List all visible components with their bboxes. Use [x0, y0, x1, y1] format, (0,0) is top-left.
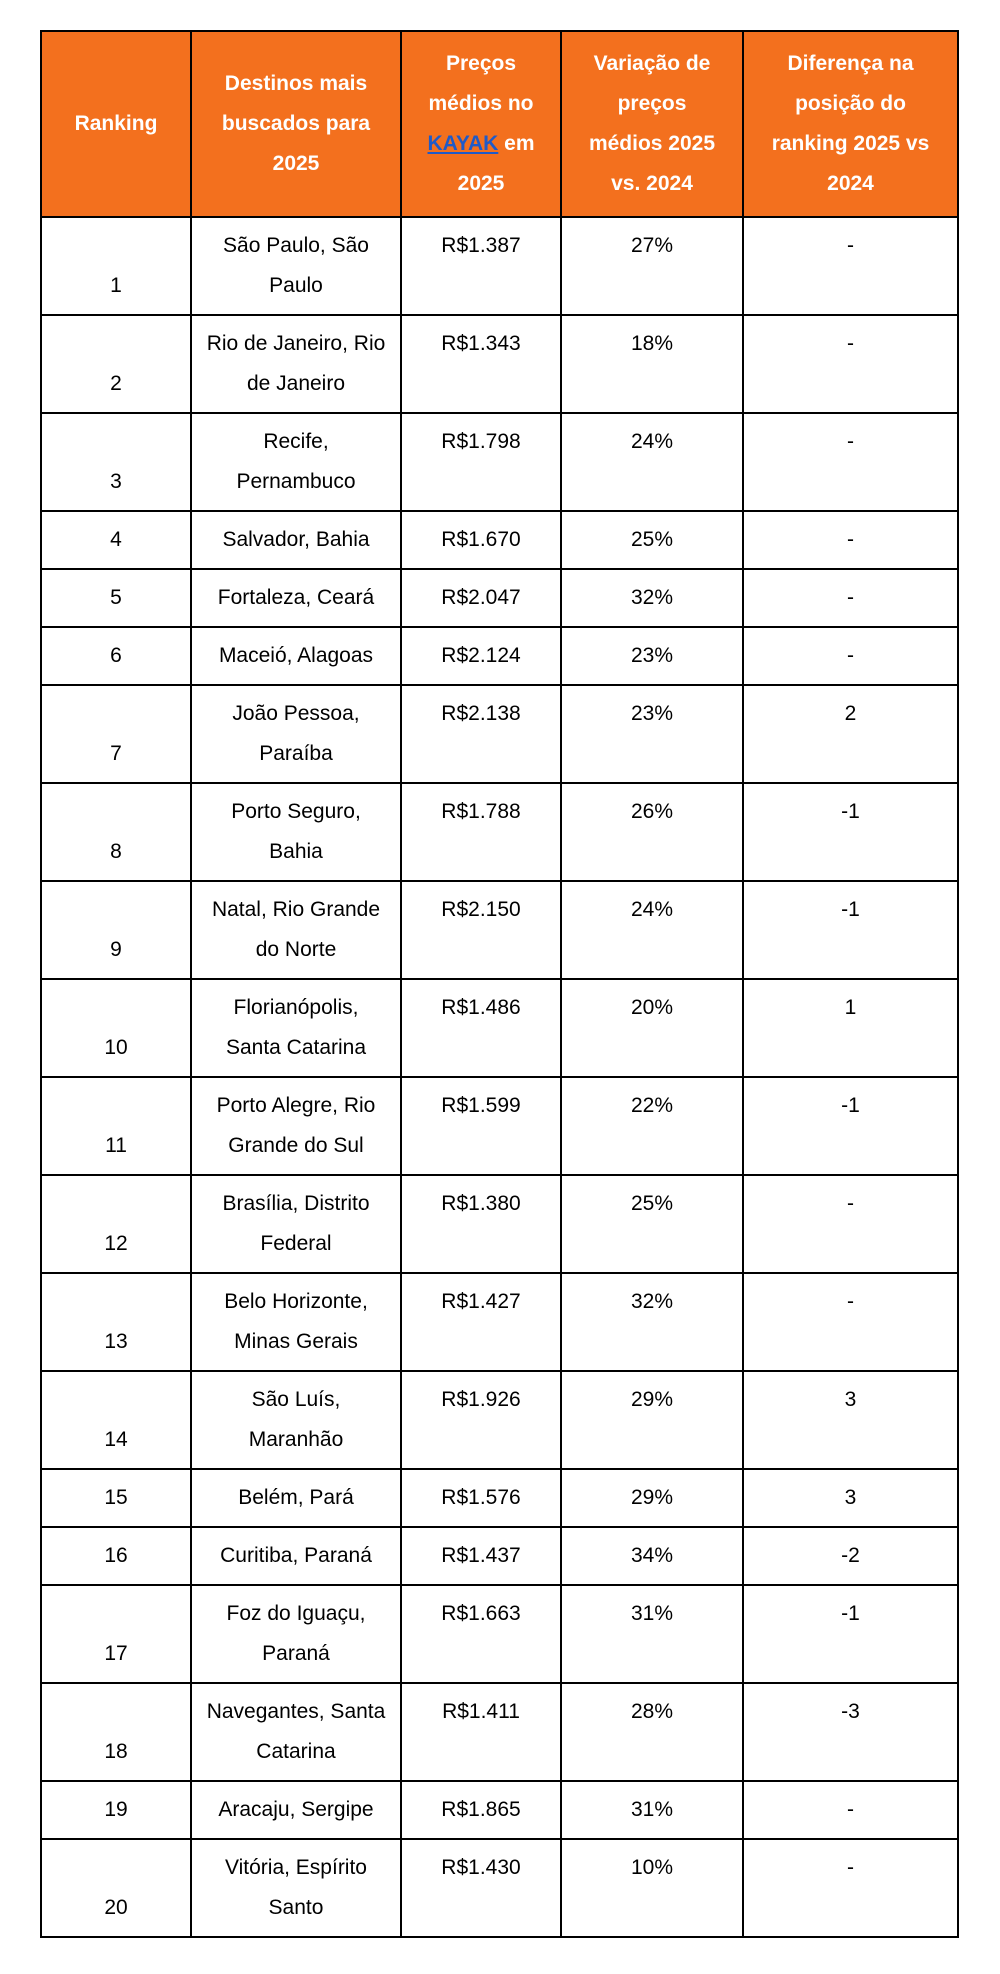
destination-line: Curitiba, Paraná: [220, 1544, 372, 1567]
destination-line: Belém, Pará: [238, 1486, 354, 1509]
variation-cell: 24%: [561, 881, 743, 979]
variation-cell: 24%: [561, 413, 743, 511]
price-cell: R$1.663: [401, 1585, 561, 1683]
header-text: 2025: [457, 172, 505, 195]
rank-cell: 6: [41, 627, 191, 685]
ranking-diff-cell: 3: [743, 1371, 958, 1469]
ranking-diff-cell: -: [743, 315, 958, 413]
rank-cell: 20: [41, 1839, 191, 1937]
header-text: Diferença na: [787, 52, 914, 75]
price-cell: R$1.411: [401, 1683, 561, 1781]
table-row: [41, 1585, 958, 1683]
price-cell: R$1.599: [401, 1077, 561, 1175]
destination-line: Florianópolis,: [233, 996, 359, 1019]
ranking-diff-cell: -2: [743, 1527, 958, 1585]
rank-cell: 1: [41, 217, 191, 315]
destination-line: Rio de Janeiro, Rio: [206, 332, 386, 355]
table-row: [41, 627, 958, 685]
destination-line: Fortaleza, Ceará: [217, 586, 375, 609]
header-text: ranking 2025 vs: [771, 132, 930, 155]
rank-cell: 2: [41, 315, 191, 413]
rank-cell: 8: [41, 783, 191, 881]
table-row: [41, 413, 958, 511]
ranking-diff-cell: -: [743, 511, 958, 569]
price-cell: R$1.576: [401, 1469, 561, 1527]
price-cell: R$1.486: [401, 979, 561, 1077]
price-cell: R$1.427: [401, 1273, 561, 1371]
variation-cell: 27%: [561, 217, 743, 315]
table-row: [41, 217, 958, 315]
table-row: [41, 315, 958, 413]
rank-cell: 9: [41, 881, 191, 979]
destination-line: Vitória, Espírito: [224, 1856, 367, 1879]
table-row: [41, 1683, 958, 1781]
destination-line: São Paulo, São: [223, 234, 369, 257]
table-row: [41, 1527, 958, 1585]
header-precos: [401, 31, 561, 217]
destination-line: Natal, Rio Grande: [211, 898, 381, 921]
ranking-diff-cell: -3: [743, 1683, 958, 1781]
destination-line: Minas Gerais: [234, 1330, 358, 1353]
header-text: Destinos mais: [224, 72, 368, 95]
header-text: posição do: [795, 92, 906, 115]
destination-cell: [191, 569, 401, 627]
destination-line: Paulo: [269, 274, 323, 297]
rank-cell: 14: [41, 1371, 191, 1469]
variation-cell: 34%: [561, 1527, 743, 1585]
destination-line: de Janeiro: [246, 372, 346, 395]
destination-line: Belo Horizonte,: [224, 1290, 368, 1313]
variation-cell: 32%: [561, 569, 743, 627]
destination-line: Aracaju, Sergipe: [218, 1798, 374, 1821]
destination-line: Navegantes, Santa: [206, 1700, 386, 1723]
variation-cell: 31%: [561, 1781, 743, 1839]
destination-cell: [191, 315, 401, 413]
table-row: [41, 1839, 958, 1937]
header-text: médios no: [428, 92, 534, 115]
header-text: buscados para: [221, 112, 371, 135]
destination-line: Maceió, Alagoas: [218, 644, 374, 667]
destination-cell: [191, 1077, 401, 1175]
price-cell: R$1.387: [401, 217, 561, 315]
destination-line: Recife,: [263, 430, 329, 453]
ranking-diff-cell: -: [743, 413, 958, 511]
kayak-link[interactable]: KAYAK: [427, 132, 499, 155]
destination-line: Paraná: [262, 1642, 330, 1665]
variation-cell: 25%: [561, 511, 743, 569]
destination-line: Grande do Sul: [228, 1134, 364, 1157]
variation-cell: 29%: [561, 1469, 743, 1527]
table-row: [41, 685, 958, 783]
variation-cell: 18%: [561, 315, 743, 413]
rank-cell: 4: [41, 511, 191, 569]
rank-cell: 10: [41, 979, 191, 1077]
rank-cell: 3: [41, 413, 191, 511]
variation-cell: 23%: [561, 627, 743, 685]
destination-cell: [191, 783, 401, 881]
table-row: [41, 569, 958, 627]
destination-cell: [191, 881, 401, 979]
destination-line: Brasília, Distrito: [222, 1192, 370, 1215]
price-cell: R$1.670: [401, 511, 561, 569]
rank-cell: 12: [41, 1175, 191, 1273]
price-cell: R$1.865: [401, 1781, 561, 1839]
destination-cell: [191, 685, 401, 783]
variation-cell: 31%: [561, 1585, 743, 1683]
rank-cell: 16: [41, 1527, 191, 1585]
table-row: [41, 1781, 958, 1839]
table-header-row: [41, 31, 958, 217]
price-cell: R$1.926: [401, 1371, 561, 1469]
rank-cell: 17: [41, 1585, 191, 1683]
rank-cell: 19: [41, 1781, 191, 1839]
header-text: médios 2025: [588, 132, 716, 155]
header-destinos: [191, 31, 401, 217]
destination-line: Santa Catarina: [225, 1036, 367, 1059]
ranking-diff-cell: -1: [743, 1077, 958, 1175]
variation-cell: 29%: [561, 1371, 743, 1469]
table-row: [41, 979, 958, 1077]
destination-cell: [191, 1273, 401, 1371]
variation-cell: 26%: [561, 783, 743, 881]
table-row: [41, 1371, 958, 1469]
destination-cell: [191, 627, 401, 685]
ranking-diff-cell: -: [743, 1273, 958, 1371]
variation-cell: 20%: [561, 979, 743, 1077]
header-text: preços: [617, 92, 687, 115]
destination-line: Salvador, Bahia: [222, 528, 370, 551]
price-cell: R$2.124: [401, 627, 561, 685]
header-text: [406, 124, 556, 164]
rank-cell: 5: [41, 569, 191, 627]
rank-cell: 7: [41, 685, 191, 783]
ranking-diff-cell: 3: [743, 1469, 958, 1527]
table-row: [41, 881, 958, 979]
rank-cell: 15: [41, 1469, 191, 1527]
variation-cell: 22%: [561, 1077, 743, 1175]
destination-line: Foz do Iguaçu,: [226, 1602, 366, 1625]
variation-cell: 10%: [561, 1839, 743, 1937]
destination-cell: [191, 979, 401, 1077]
price-cell: R$2.138: [401, 685, 561, 783]
table-row: [41, 1469, 958, 1527]
table-row: [41, 1077, 958, 1175]
destination-line: Paraíba: [259, 742, 333, 765]
header-text: 2025: [272, 152, 320, 175]
header-text: Ranking: [74, 112, 158, 135]
destination-cell: [191, 1469, 401, 1527]
destination-cell: [191, 1683, 401, 1781]
destination-cell: [191, 1371, 401, 1469]
ranking-diff-cell: -: [743, 1781, 958, 1839]
ranking-diff-cell: -1: [743, 881, 958, 979]
ranking-diff-cell: -1: [743, 1585, 958, 1683]
destination-line: Pernambuco: [236, 470, 356, 493]
destination-cell: [191, 1781, 401, 1839]
variation-cell: 23%: [561, 685, 743, 783]
table-row: [41, 783, 958, 881]
destination-cell: [191, 1585, 401, 1683]
table-row: [41, 1175, 958, 1273]
destination-line: João Pessoa,: [232, 702, 360, 725]
table-row: [41, 1273, 958, 1371]
rank-cell: 11: [41, 1077, 191, 1175]
price-cell: R$1.437: [401, 1527, 561, 1585]
destination-cell: [191, 217, 401, 315]
destination-line: Bahia: [269, 840, 323, 863]
destination-line: São Luís,: [251, 1388, 341, 1411]
header-text: 2024: [827, 172, 874, 195]
ranking-diff-cell: -: [743, 627, 958, 685]
ranking-diff-cell: -: [743, 569, 958, 627]
destination-line: Maranhão: [248, 1428, 344, 1451]
price-cell: R$1.343: [401, 315, 561, 413]
ranking-diff-cell: -1: [743, 783, 958, 881]
variation-cell: 25%: [561, 1175, 743, 1273]
ranking-diff-cell: 1: [743, 979, 958, 1077]
destination-line: Santo: [268, 1896, 324, 1919]
ranking-diff-cell: -: [743, 1839, 958, 1937]
price-cell: R$1.380: [401, 1175, 561, 1273]
variation-cell: 28%: [561, 1683, 743, 1781]
destination-cell: [191, 1175, 401, 1273]
destination-line: Federal: [260, 1232, 332, 1255]
ranking-diff-cell: -: [743, 217, 958, 315]
ranking-diff-cell: 2: [743, 685, 958, 783]
destination-cell: [191, 1527, 401, 1585]
destination-line: Catarina: [256, 1740, 336, 1763]
header-ranking: [41, 31, 191, 217]
header-text: Variação de: [593, 52, 711, 75]
price-cell: R$1.788: [401, 783, 561, 881]
rank-cell: 13: [41, 1273, 191, 1371]
rank-cell: 18: [41, 1683, 191, 1781]
table-row: [41, 511, 958, 569]
destination-cell: [191, 511, 401, 569]
header-variacao: [561, 31, 743, 217]
price-cell: R$1.430: [401, 1839, 561, 1937]
ranking-diff-cell: -: [743, 1175, 958, 1273]
header-text: em: [498, 132, 535, 155]
destination-line: Porto Alegre, Rio: [216, 1094, 376, 1117]
destination-line: Porto Seguro,: [231, 800, 361, 823]
destination-cell: [191, 1839, 401, 1937]
price-cell: R$2.150: [401, 881, 561, 979]
price-cell: R$1.798: [401, 413, 561, 511]
destinations-ranking-table: [40, 30, 959, 1938]
header-text: vs. 2024: [611, 172, 693, 195]
destination-cell: [191, 413, 401, 511]
header-text: Preços: [445, 52, 517, 75]
destination-line: do Norte: [255, 938, 337, 961]
price-cell: R$2.047: [401, 569, 561, 627]
variation-cell: 32%: [561, 1273, 743, 1371]
header-diferenca: [743, 31, 958, 217]
